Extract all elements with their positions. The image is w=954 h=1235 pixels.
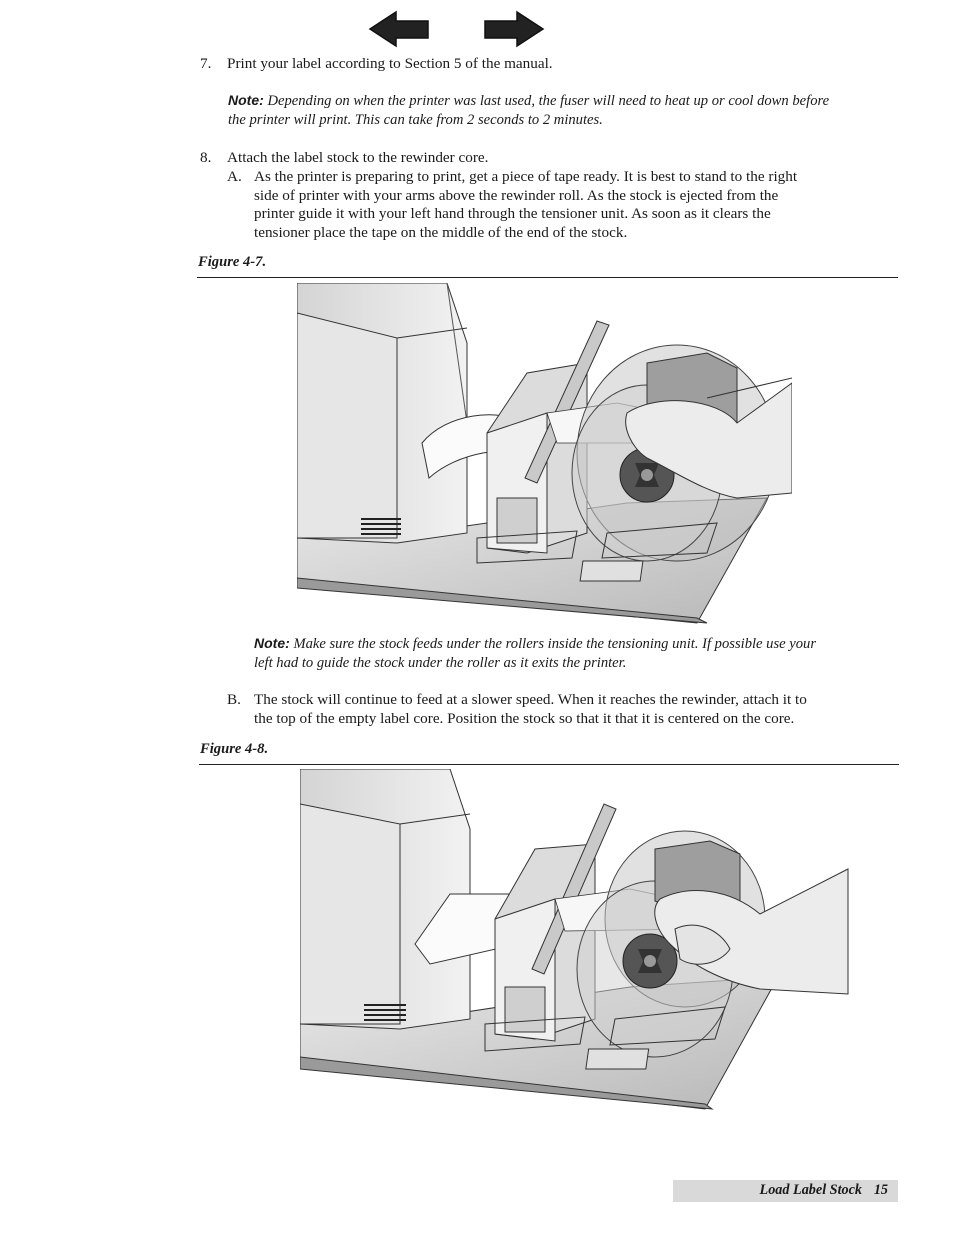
note-2 <box>254 634 904 673</box>
step-8b-line: The stock will continue to feed at a slower speed. When it reaches the rewinder, attach it to <box>254 691 807 708</box>
note-1-label: Note: <box>228 92 264 108</box>
figure-4-7-caption: Figure 4-7. <box>198 254 267 270</box>
note-1-line-1: Depending on when the printer was last used, the fuser will need to heat up or cool down before <box>267 93 830 109</box>
step-8-text: Attach the label stock to the rewinder core. <box>227 149 489 166</box>
step-8b-letter: B. <box>227 691 241 708</box>
step-8a-line: side of printer with your arms above the rewinder roll. As the stock is ejected from the <box>254 186 779 204</box>
step-7-text: Print your label according to Section 5 of the manual. <box>227 55 553 72</box>
step-7-number: 7. <box>200 55 212 72</box>
step-8a-paragraph <box>254 168 904 242</box>
step-8b-line: the top of the empty label core. Position the stock so that it that it is centered on the core. <box>254 709 795 727</box>
step-8a-line: tensioner place the tape on the middle of the end of the stock. <box>254 223 628 241</box>
note-1-line-2: the printer will print. This can take from 2 seconds to 2 minutes. <box>228 112 603 128</box>
right-arrow-icon[interactable] <box>483 10 545 48</box>
footer-page-number: 15 <box>873 1182 888 1198</box>
step-8b-paragraph <box>254 691 904 728</box>
step-8a-line: printer guide it with your left hand through the tensioner unit. As soon as it clears the <box>254 205 771 223</box>
figure-4-8-caption: Figure 4-8. <box>200 741 269 757</box>
note-2-line-1: Make sure the stock feeds under the rollers inside the tensioning unit. If possible use your <box>293 636 817 652</box>
figure-4-7-rule <box>197 277 898 278</box>
figure-4-7-illustration <box>297 283 792 625</box>
figure-4-8-illustration <box>300 769 852 1111</box>
step-8a-line: As the printer is preparing to print, get a piece of tape ready. It is best to stand to the right <box>254 168 798 185</box>
note-2-line-2: left had to guide the stock under the roller as it exits the printer. <box>254 655 627 671</box>
step-8-number: 8. <box>200 149 212 166</box>
note-2-label: Note: <box>254 635 290 651</box>
note-1 <box>228 91 908 130</box>
figure-4-8-rule <box>199 764 899 765</box>
footer-title: Load Label Stock <box>759 1182 862 1198</box>
step-8a-letter: A. <box>227 168 242 185</box>
page-footer <box>673 1180 898 1202</box>
left-arrow-icon[interactable] <box>368 10 430 48</box>
